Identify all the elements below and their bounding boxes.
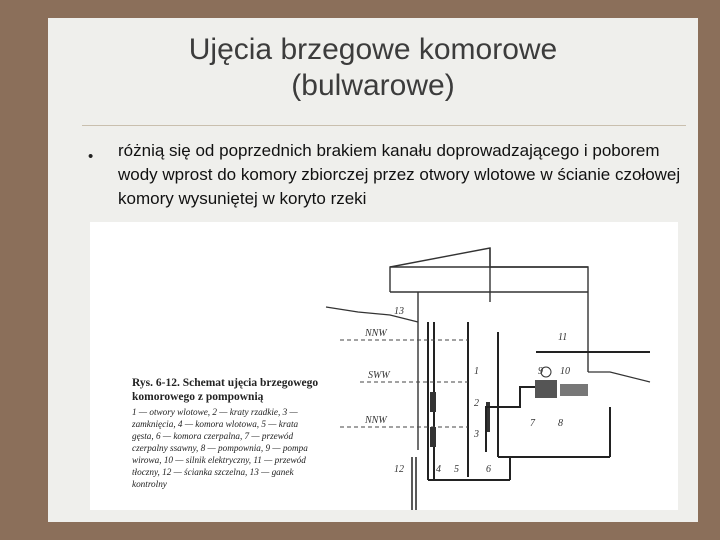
figure-caption (132, 376, 322, 490)
slide-title (48, 32, 698, 104)
label-6: 6 (486, 464, 491, 475)
label-2: 2 (474, 398, 479, 409)
intake-diagram-figure (90, 222, 678, 510)
level-label-nnw-upper: NNW (365, 328, 387, 339)
label-7: 7 (530, 418, 535, 429)
level-label-nnw-lower: NNW (365, 415, 387, 426)
inlet-openings (430, 392, 490, 447)
title-line-1: Ujęcia brzegowe komorowe (188, 33, 558, 66)
caption-legend: 1 — otwory wlotowe, 2 — kraty rzadkie, 3 — zamknięcia, 4 — komora wlotowa, 5 — krata gęsta, 6 — komora czerpalna, 7 — przewód czerpalny ssawny, 8 — pompownia, 9 — pompa wirowa, 10 — silnik elektryczny, 11 — przewód tłoczny, 12 — ścianka szczelna, 13 — ganek kontrolny (132, 407, 308, 489)
caption-title: Rys. 6-12. Schemat ujęcia brzegowego komorowego z pompownią (132, 377, 319, 403)
label-11: 11 (558, 332, 568, 343)
title-line-2: (bulwarowe) (291, 69, 455, 102)
label-3: 3 (474, 429, 479, 440)
slide (48, 18, 698, 522)
label-13: 13 (394, 306, 404, 317)
level-label-sww: SWW (368, 370, 390, 381)
bullet-icon: • (88, 148, 94, 165)
water-level-lines (340, 340, 468, 427)
sheet-pile-wall (412, 457, 416, 510)
label-1: 1 (474, 366, 479, 377)
label-5: 5 (454, 464, 459, 475)
title-divider (82, 125, 686, 126)
label-4: 4 (436, 464, 441, 475)
label-8: 8 (558, 418, 563, 429)
bullet-text: różnią się od poprzednich brakiem kanału doprowadzającego i poborem wody wprost do komory zbiorczej przez otwory wlotowe w ścianie czołowej komory wysuniętej w koryto rzeki (118, 141, 681, 208)
label-10: 10 (560, 366, 570, 377)
label-12: 12 (394, 464, 404, 475)
label-9: 9 (538, 366, 543, 377)
